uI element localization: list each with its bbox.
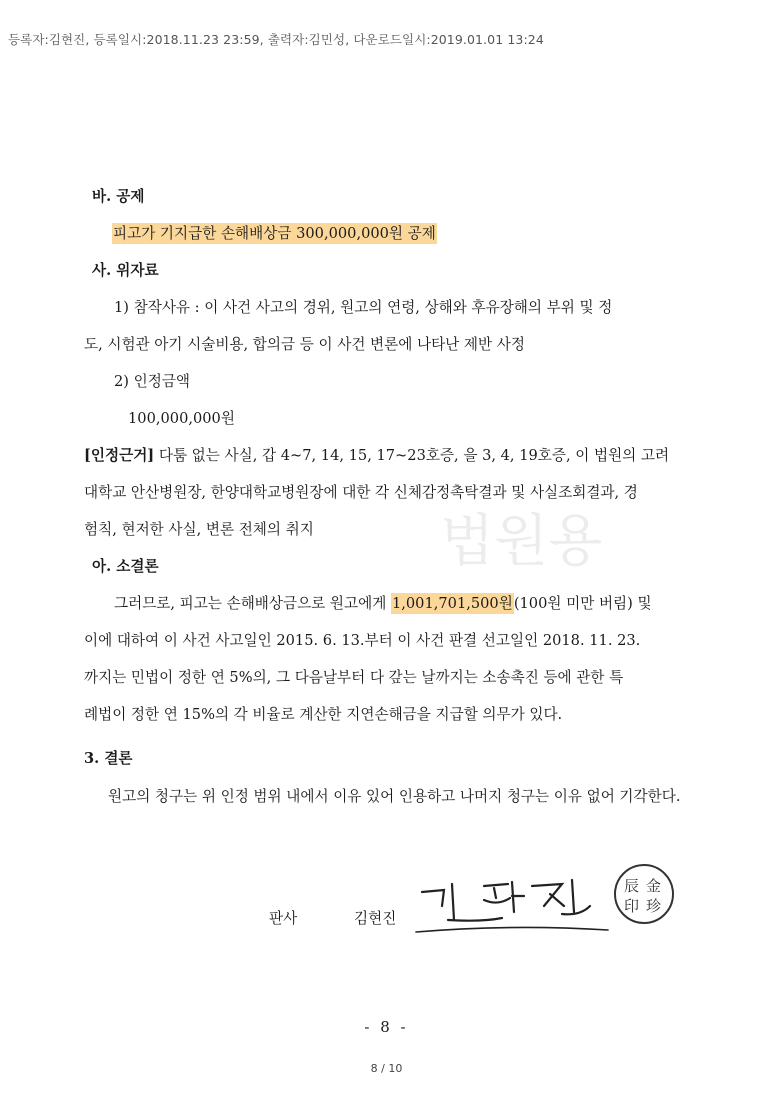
sa-amount: 100,000,000원: [128, 410, 235, 427]
conclusion-body: 원고의 청구는 위 인정 범위 내에서 이유 있어 인용하고 나머지 청구는 이유 없어 기각한다.: [108, 788, 681, 805]
highlighted-deduction: 피고가 기지급한 손해배상금 300,000,000원 공제: [113, 225, 436, 242]
svg-text:印: 印: [624, 897, 640, 915]
section-a-heading: 아. 소결론: [92, 558, 159, 575]
a-line4: 례법이 정한 연 15%의 각 비율로 계산한 지연손해금을 지급할 의무가 있다.: [84, 706, 563, 723]
svg-text:金: 金: [646, 877, 662, 895]
section-ba-heading: 바. 공제: [92, 188, 145, 205]
basis-label: [인정근거]: [84, 447, 155, 464]
svg-text:辰: 辰: [624, 877, 640, 895]
a-line1: 그러므로, 피고는 손해배상금으로 원고에게 1,001,701,500원(100원 미만 버림) 및: [114, 595, 652, 612]
section-sa-heading: 사. 위자료: [92, 262, 159, 279]
a-line3: 까지는 민법이 정한 연 5%의, 그 다음날부터 다 갚는 날까지는 소송촉진 등에 관한 특: [84, 669, 624, 686]
sa-reason-line1: 1) 참작사유 : 이 사건 사고의 경위, 원고의 연령, 상해와 후유장해의 부위 및 정: [114, 299, 613, 316]
section-ba-body: [112, 227, 437, 242]
a-line2: 이에 대하여 이 사건 사고일인 2015. 6. 13.부터 이 사건 판결 선고일인 2018. 11. 23.: [84, 632, 641, 649]
sa-reason-line2: 도, 시험관 아기 시술비용, 합의금 등 이 사건 변론에 나타난 제반 사정: [84, 336, 525, 353]
basis-line3: 험칙, 현저한 사실, 변론 전체의 취지: [84, 521, 314, 538]
judge-seal: [612, 862, 676, 926]
basis-line2: 대학교 안산병원장, 한양대학교병원장에 대한 각 신체감정촉탁결과 및 사실조회결과, 경: [84, 484, 638, 501]
page-footer: 8 / 10: [370, 1062, 403, 1075]
conclusion-heading: 3. 결론: [84, 750, 133, 767]
svg-text:珍: 珍: [646, 897, 662, 915]
judge-name: 김현진: [354, 910, 397, 927]
basis-line1: [인정근거] 다툼 없는 사실, 갑 4~7, 14, 15, 17~23호증, 을 3, 4, 19호증, 이 법원의 고려: [84, 447, 670, 464]
judge-role: 판사: [269, 910, 298, 927]
page-number: - 8 -: [364, 1018, 409, 1036]
svg-text:법원용: 법원용: [440, 509, 603, 574]
court-watermark: [430, 500, 610, 640]
handwritten-signature: [412, 872, 612, 942]
highlighted-total-amount: 1,001,701,500원: [391, 595, 513, 612]
sa-amount-label: 2) 인정금액: [114, 373, 191, 390]
document-header: 등록자:김현진, 등록일시:2018.11.23 23:59, 출력자:김민성, 다운로드일시:2019.01.01 13:24: [8, 32, 544, 47]
